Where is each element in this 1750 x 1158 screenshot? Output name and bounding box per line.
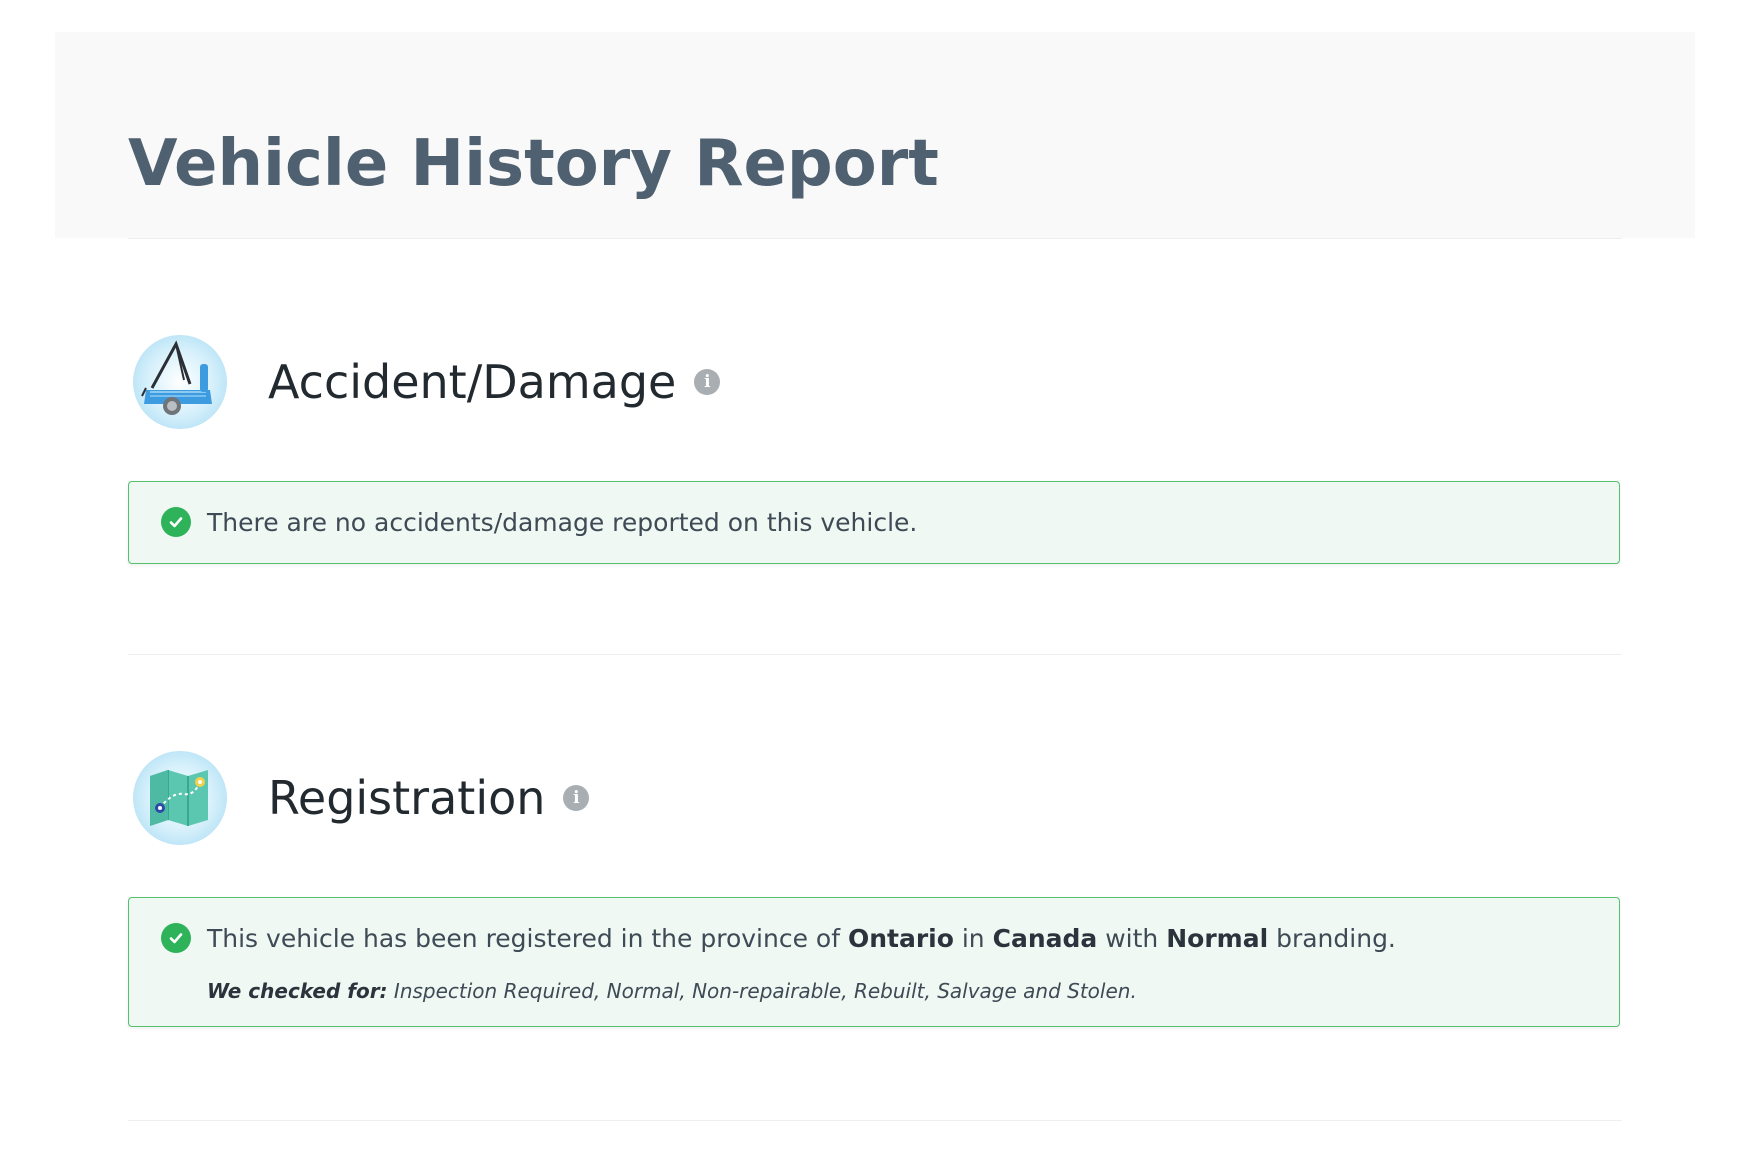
divider [128,238,1622,239]
checked-for-line [207,979,1137,1003]
province-value: Ontario [847,923,954,953]
alert-text: There are no accidents/damage reported on this vehicle. [207,507,918,537]
registration-prefix: This vehicle has been registered in the province of [207,923,840,953]
checked-for-label: We checked for: [207,979,388,1003]
branding-value: Normal [1166,923,1269,953]
with-word: with [1105,923,1159,953]
section-title-row [268,746,589,850]
map-icon [132,750,228,846]
divider [128,1120,1622,1121]
info-icon[interactable]: i [694,369,720,395]
page-title: Vehicle History Report [128,127,939,201]
section-title: Registration [268,771,546,825]
check-circle-icon [161,507,191,537]
in-word: in [961,923,985,953]
report-header [55,32,1695,238]
country-value: Canada [992,923,1098,953]
section-registration-header [128,746,1622,856]
checked-for-items: Inspection Required, Normal, Non-repairable, Rebuilt, Salvage and Stolen. [393,979,1137,1003]
section-accident-damage-header [128,330,1622,440]
divider [128,654,1622,655]
check-circle-icon [161,923,191,953]
section-title-row [268,330,720,434]
section-title: Accident/Damage [268,355,677,409]
tow-truck-icon [132,334,228,430]
info-icon[interactable]: i [563,785,589,811]
alert-text [207,924,1396,953]
success-alert [128,897,1620,1027]
success-alert [128,481,1620,564]
registration-suffix: branding. [1276,923,1396,953]
alert-message [161,507,917,537]
alert-message [161,923,1396,953]
